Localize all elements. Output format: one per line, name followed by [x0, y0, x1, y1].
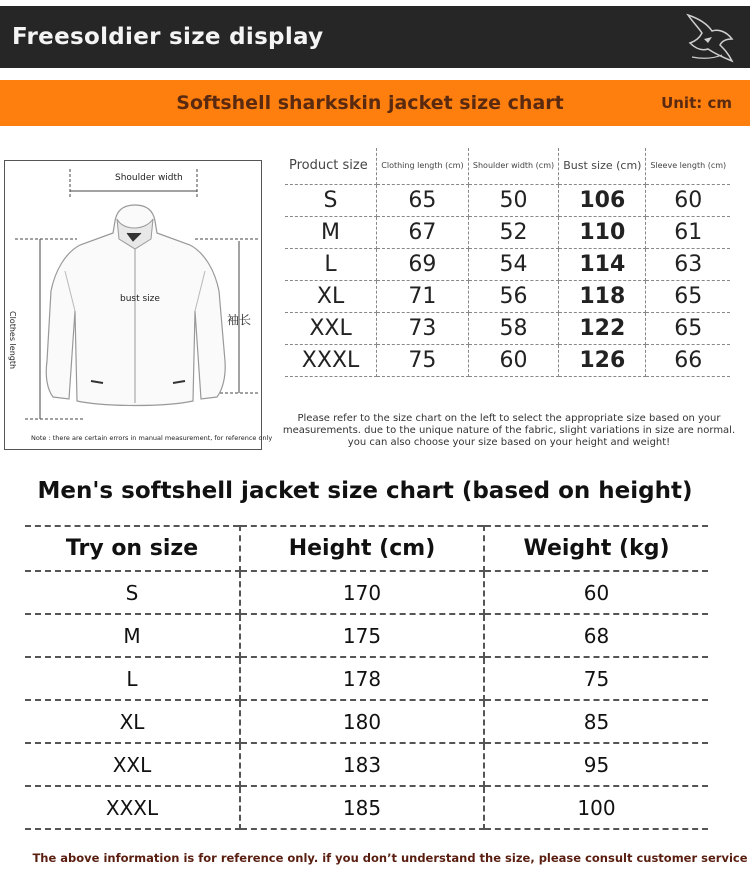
weight-cell: 60 [484, 571, 708, 614]
table-row [25, 614, 708, 657]
height-cell: 175 [240, 614, 484, 657]
height-cell: 180 [240, 700, 484, 743]
size-cell: L [285, 248, 377, 280]
bust-cell: 126 [559, 344, 646, 376]
sleeve-cell: 63 [646, 248, 730, 280]
table-row [285, 344, 730, 376]
weight-cell: 68 [484, 614, 708, 657]
table-row [285, 312, 730, 344]
sleeve-cell: 60 [646, 184, 730, 216]
shoulder-cell: 54 [468, 248, 558, 280]
length-cell: 69 [377, 248, 469, 280]
sleeve-cell: 65 [646, 280, 730, 312]
height-cell: 185 [240, 786, 484, 829]
length-cell: 71 [377, 280, 469, 312]
header-product-size: Product size [285, 148, 377, 184]
size-cell: XL [285, 280, 377, 312]
shark-logo-icon [682, 9, 738, 65]
shoulder-cell: 52 [468, 216, 558, 248]
table-header-row [25, 526, 708, 571]
shoulder-width-label: Shoulder width [115, 173, 183, 183]
length-cell: 73 [377, 312, 469, 344]
table-row [285, 280, 730, 312]
header-weight: Weight (kg) [484, 526, 708, 571]
height-cell: 178 [240, 657, 484, 700]
header-try-on-size: Try on size [25, 526, 240, 571]
unit-label: Unit: cm [661, 94, 732, 112]
bust-size-label: bust size [120, 294, 160, 304]
size-cell: S [285, 184, 377, 216]
size-cell: M [25, 614, 240, 657]
size-selection-note: Please refer to the size chart on the left to select the appropriate size based on your measurements. due to the unique nature of the fabric, slight variations in size are normal. you can also choose your size based on your height and weight! [282, 413, 736, 448]
sleeve-length-label: 袖长 [227, 313, 252, 327]
sleeve-cell: 66 [646, 344, 730, 376]
header-bust-size: Bust size (cm) [559, 148, 646, 184]
table-row [25, 657, 708, 700]
header-clothing-length: Clothing length (cm) [377, 148, 469, 184]
sleeve-cell: 65 [646, 312, 730, 344]
weight-cell: 95 [484, 743, 708, 786]
bust-cell: 122 [559, 312, 646, 344]
product-size-table [285, 148, 730, 377]
table-row [25, 786, 708, 829]
page-title: Freesoldier size display [12, 24, 324, 50]
bust-cell: 114 [559, 248, 646, 280]
reference-disclaimer: The above information is for reference only. if you don’t understand the size, please consult customer service [32, 851, 748, 865]
size-chart-title: Softshell sharkskin jacket size chart [176, 92, 564, 114]
shoulder-cell: 60 [468, 344, 558, 376]
jacket-sketch-icon [5, 161, 263, 451]
table-row [25, 700, 708, 743]
measurement-note: Note : there are certain errors in manual measurement, for reference only [31, 434, 273, 442]
size-cell: M [285, 216, 377, 248]
table-header-row [285, 148, 730, 184]
table-row [285, 184, 730, 216]
weight-cell: 75 [484, 657, 708, 700]
shoulder-cell: 50 [468, 184, 558, 216]
bust-cell: 118 [559, 280, 646, 312]
length-cell: 67 [377, 216, 469, 248]
table-row [285, 248, 730, 280]
size-cell: XXL [285, 312, 377, 344]
header-sleeve-length: Sleeve length (cm) [646, 148, 730, 184]
jacket-measurement-diagram [4, 160, 273, 450]
weight-cell: 85 [484, 700, 708, 743]
table-row [25, 571, 708, 614]
length-cell: 75 [377, 344, 469, 376]
clothes-length-label: Clothes length [8, 311, 17, 370]
size-cell: XXXL [285, 344, 377, 376]
header-shoulder-width: Shoulder width (cm) [468, 148, 558, 184]
header-height: Height (cm) [240, 526, 484, 571]
size-chart-banner [0, 80, 750, 126]
size-cell: XL [25, 700, 240, 743]
height-cell: 170 [240, 571, 484, 614]
size-cell: L [25, 657, 240, 700]
height-chart-title: Men's softshell jacket size chart (based on height) [37, 478, 693, 504]
size-cell: XXXL [25, 786, 240, 829]
table-row [25, 743, 708, 786]
size-cell: XXL [25, 743, 240, 786]
header-bar [0, 6, 750, 68]
length-cell: 65 [377, 184, 469, 216]
table-row [285, 216, 730, 248]
height-cell: 183 [240, 743, 484, 786]
height-size-table [25, 525, 708, 830]
bust-cell: 106 [559, 184, 646, 216]
sleeve-cell: 61 [646, 216, 730, 248]
shoulder-cell: 56 [468, 280, 558, 312]
shoulder-cell: 58 [468, 312, 558, 344]
weight-cell: 100 [484, 786, 708, 829]
bust-cell: 110 [559, 216, 646, 248]
size-cell: S [25, 571, 240, 614]
